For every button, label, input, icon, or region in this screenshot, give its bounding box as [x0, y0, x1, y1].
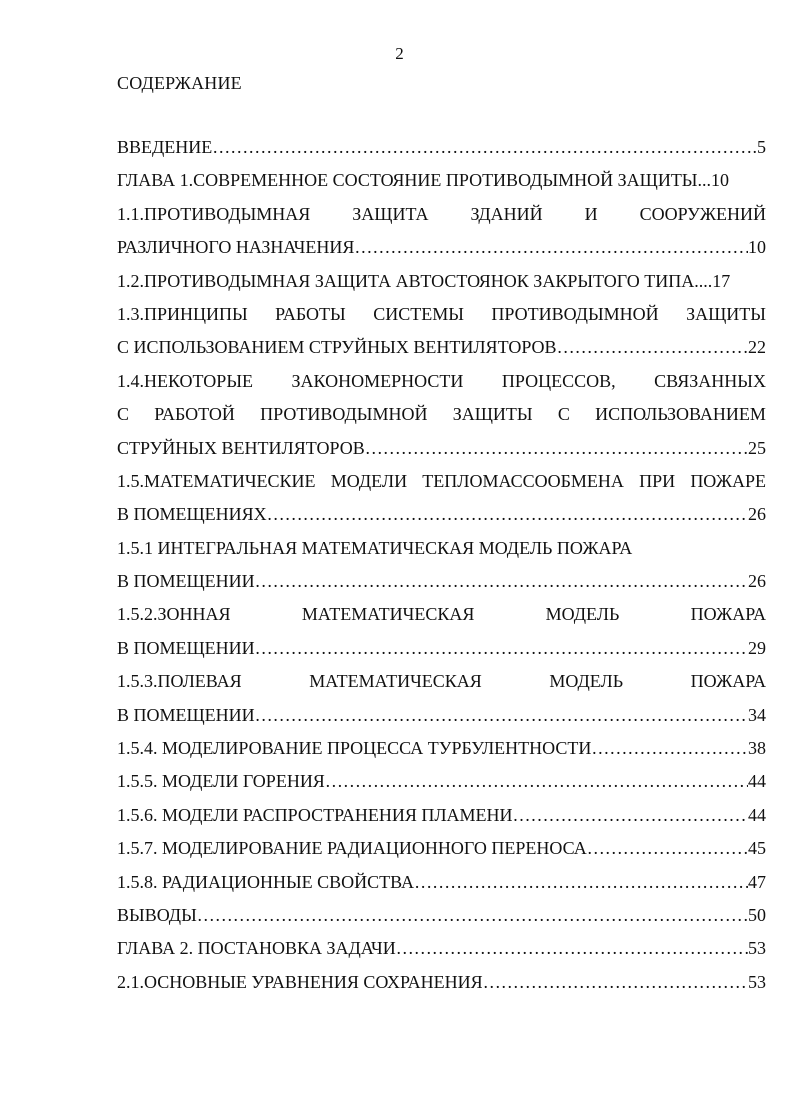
word: ТЕПЛОМАССООБМЕНА: [422, 470, 624, 491]
word: ЗАКОНОМЕРНОСТИ: [291, 370, 464, 391]
word: ЗАЩИТА: [352, 203, 429, 224]
toc-entry-1-5-7[interactable]: [117, 832, 766, 865]
leader-dots: [587, 832, 748, 865]
toc-page-number: 34: [748, 704, 766, 725]
toc-entry-title: 2.1.ОСНОВНЫЕ УРАВНЕНИЯ СОХРАНЕНИЯ: [117, 971, 483, 992]
word: СВЯЗАННЫХ: [654, 370, 766, 391]
toc-entry-title: 1.5.4. МОДЕЛИРОВАНИЕ ПРОЦЕССА ТУРБУЛЕНТНОСТИ: [117, 738, 592, 759]
toc-page-number: 53: [748, 938, 766, 959]
word: ИСПОЛЬЗОВАНИЕМ: [595, 404, 766, 425]
toc-entry-title: В ПОМЕЩЕНИЯХ: [117, 504, 267, 525]
toc-page-number: 47: [748, 871, 766, 892]
toc-entry-title: В ПОМЕЩЕНИИ: [117, 637, 255, 658]
toc-page-number: 44: [748, 804, 766, 825]
toc-entry-1-5-8[interactable]: [117, 866, 766, 899]
word: 1.1.ПРОТИВОДЫМНАЯ: [117, 203, 311, 224]
toc-page-number: 10: [748, 237, 766, 258]
toc-entry-2-1[interactable]: [117, 966, 766, 999]
toc-entry-1-5-3-line2[interactable]: [117, 699, 766, 732]
word: МОДЕЛЬ: [545, 604, 620, 625]
toc-entry-1-2[interactable]: [117, 265, 766, 298]
leader-dots: [557, 331, 748, 364]
toc-heading: СОДЕРЖАНИЕ: [117, 73, 242, 93]
leader-dots: [255, 699, 748, 732]
toc-entry-1-5-1-line1[interactable]: [117, 532, 766, 565]
toc-entry-1-5-line2[interactable]: [117, 498, 766, 531]
leader-dots: [255, 632, 748, 665]
word: ПРОТИВОДЫМНОЙ: [260, 404, 428, 425]
toc-entry-1-1-line2[interactable]: [117, 231, 766, 264]
word: РАБОТЫ: [275, 303, 346, 324]
word: 1.5.2.ЗОННАЯ: [117, 604, 231, 625]
leader-dots: [325, 765, 748, 798]
toc-entry-1-4-line1[interactable]: [117, 365, 766, 398]
toc-entry-title: С ИСПОЛЬЗОВАНИЕМ СТРУЙНЫХ ВЕНТИЛЯТОРОВ: [117, 337, 557, 358]
toc-entry-title: 1.5.1 ИНТЕГРАЛЬНАЯ МАТЕМАТИЧЕСКАЯ МОДЕЛЬ ПОЖАРА: [117, 537, 633, 558]
toc-page-number: 26: [748, 504, 766, 525]
toc-page-number: 22: [748, 337, 766, 358]
toc-entry-title: 1.2.ПРОТИВОДЫМНАЯ ЗАЩИТА АВТОСТОЯНОК ЗАКРЫТОГО ТИПА: [117, 270, 695, 291]
word: 1.3.ПРИНЦИПЫ: [117, 303, 248, 324]
toc-entry-1-5-4[interactable]: [117, 732, 766, 765]
word: МАТЕМАТИЧЕСКАЯ: [301, 604, 475, 625]
word: МОДЕЛИ: [330, 470, 408, 491]
toc-entry-1-4-line2[interactable]: [117, 398, 766, 431]
word: ПОЖАРА: [690, 671, 766, 692]
word: ПРИ: [639, 470, 676, 491]
word: С: [557, 404, 570, 425]
word: ПОЖАРЕ: [690, 470, 766, 491]
toc-entry-1-5-3-line1[interactable]: [117, 665, 766, 698]
toc-page-number: 29: [748, 637, 766, 658]
leader-dots: [591, 732, 748, 765]
word: С: [117, 404, 130, 425]
word: РАБОТОЙ: [154, 404, 235, 425]
page-number: 2: [395, 44, 404, 63]
toc-entry-1-1-line1[interactable]: [117, 198, 766, 231]
word: СИСТЕМЫ: [373, 303, 464, 324]
table-of-contents: [117, 131, 766, 999]
toc-page-number: ....17: [694, 270, 731, 291]
toc-entry-title: ГЛАВА 1.СОВРЕМЕННОЕ СОСТОЯНИЕ ПРОТИВОДЫМНОЙ ЗАЩИТЫ: [117, 170, 698, 191]
word: 1.5.МАТЕМАТИЧЕСКИЕ: [117, 470, 316, 491]
toc-entry-title: РАЗЛИЧНОГО НАЗНАЧЕНИЯ: [117, 237, 355, 258]
toc-entry-title: ВЫВОДЫ: [117, 904, 197, 925]
toc-page-number: 25: [748, 437, 766, 458]
leader-dots: [414, 866, 748, 899]
leader-dots: [354, 231, 748, 264]
toc-entry-glava2[interactable]: [117, 932, 766, 965]
leader-dots: [483, 966, 748, 999]
word: 1.4.НЕКОТОРЫЕ: [117, 370, 254, 391]
toc-entry-vvedenie[interactable]: [117, 131, 766, 164]
word: И: [584, 203, 598, 224]
toc-entry-title: СТРУЙНЫХ ВЕНТИЛЯТОРОВ: [117, 437, 365, 458]
toc-entry-title: 1.5.7. МОДЕЛИРОВАНИЕ РАДИАЦИОННОГО ПЕРЕНОСА: [117, 838, 587, 859]
toc-entry-1-5-1-line2[interactable]: [117, 565, 766, 598]
leader-dots: [255, 565, 748, 598]
toc-entry-title: В ПОМЕЩЕНИИ: [117, 704, 255, 725]
toc-page-number: .5: [752, 137, 766, 157]
word: ПОЖАРА: [690, 604, 766, 625]
toc-page-number: 50: [748, 904, 766, 925]
leader-dots: [396, 932, 748, 965]
toc-entry-1-5-line1[interactable]: [117, 465, 766, 498]
toc-page-number: 44: [748, 771, 766, 792]
toc-entry-title: ГЛАВА 2. ПОСТАНОВКА ЗАДАЧИ: [117, 938, 396, 959]
toc-page-number: 26: [748, 571, 766, 592]
toc-entry-1-5-2-line2[interactable]: [117, 632, 766, 665]
leader-dots: [212, 131, 752, 164]
toc-entry-title: ВВЕДЕНИЕ: [117, 137, 213, 157]
toc-page-number: ...10: [697, 170, 730, 191]
leader-dots: [267, 498, 748, 531]
toc-entry-1-5-5[interactable]: [117, 765, 766, 798]
toc-entry-glava1[interactable]: [117, 164, 766, 197]
word: СООРУЖЕНИЙ: [639, 203, 766, 224]
toc-entry-1-5-2-line1[interactable]: [117, 598, 766, 631]
leader-dots: [197, 899, 748, 932]
word: ЗАЩИТЫ: [686, 303, 766, 324]
word: ПРОЦЕССОВ,: [501, 370, 616, 391]
word: 1.5.3.ПОЛЕВАЯ: [117, 671, 242, 692]
word: МАТЕМАТИЧЕСКАЯ: [309, 671, 482, 692]
toc-entry-vyvody[interactable]: [117, 899, 766, 932]
word: ЗДАНИЙ: [470, 203, 543, 224]
toc-page-number: 38: [748, 738, 766, 759]
toc-entry-title: В ПОМЕЩЕНИИ: [117, 571, 255, 592]
toc-entry-title: 1.5.5. МОДЕЛИ ГОРЕНИЯ: [117, 771, 325, 792]
toc-entry-title: 1.5.6. МОДЕЛИ РАСПРОСТРАНЕНИЯ ПЛАМЕНИ: [117, 804, 513, 825]
leader-dots: [513, 799, 748, 832]
toc-entry-1-4-line3[interactable]: [117, 432, 766, 465]
word: ПРОТИВОДЫМНОЙ: [491, 303, 659, 324]
word: МОДЕЛЬ: [549, 671, 624, 692]
toc-entry-1-3-line2[interactable]: [117, 331, 766, 364]
toc-page-number: 53: [748, 971, 766, 992]
toc-entry-1-5-6[interactable]: [117, 799, 766, 832]
toc-entry-title: 1.5.8. РАДИАЦИОННЫЕ СВОЙСТВА: [117, 871, 415, 892]
leader-dots: [365, 432, 748, 465]
toc-page-number: 45: [748, 838, 766, 859]
word: ЗАЩИТЫ: [452, 404, 533, 425]
toc-entry-1-3-line1[interactable]: [117, 298, 766, 331]
